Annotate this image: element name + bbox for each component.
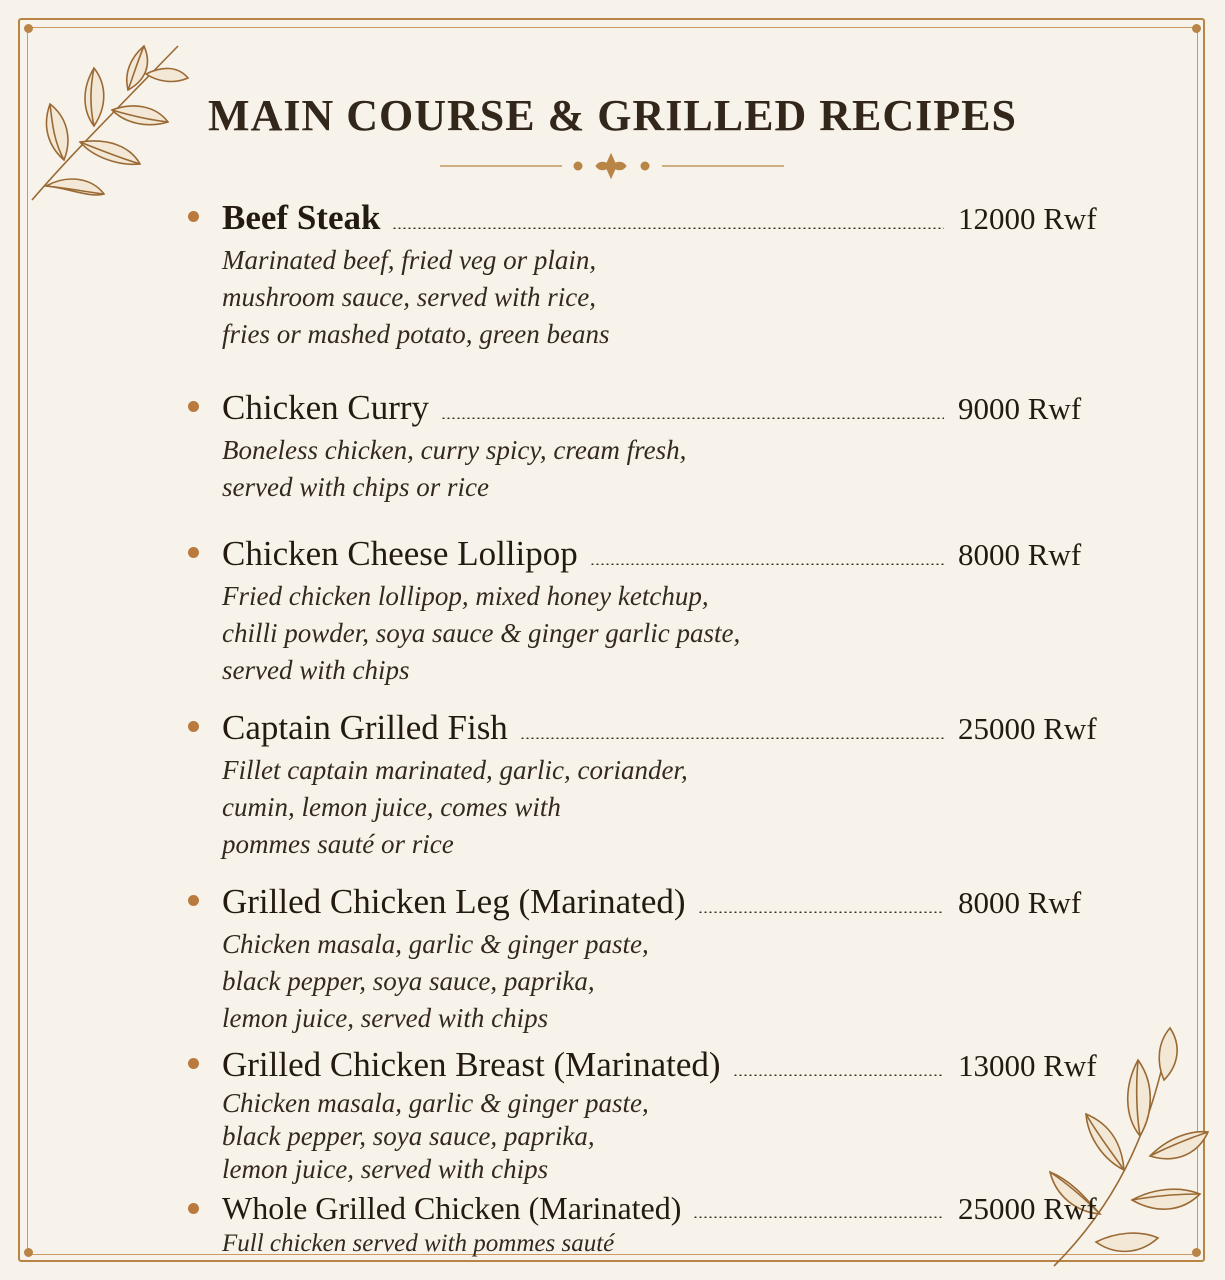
bullet-icon [188, 1203, 199, 1214]
item-name: Grilled Chicken Breast (Marinated) [222, 1045, 721, 1084]
item-name: Grilled Chicken Leg (Marinated) [222, 882, 686, 921]
description-line: Boneless chicken, curry spicy, cream fresh, [222, 435, 687, 465]
dot-leader [693, 1216, 944, 1218]
flourish-divider-icon [440, 150, 784, 182]
description-line: chilli powder, soya sauce & ginger garlic paste, [222, 618, 741, 648]
dot-leader [392, 227, 944, 229]
description-line: Marinated beef, fried veg or plain, [222, 245, 597, 275]
description-line: lemon juice, served with chips [222, 1003, 549, 1033]
item-description [222, 432, 686, 506]
item-price: 8000 Rwf [958, 885, 1082, 920]
description-line: black pepper, soya sauce, paprika, [222, 1121, 595, 1151]
item-price: 8000 Rwf [958, 537, 1082, 572]
corner-dot-bottom-left [24, 1248, 33, 1257]
item-description [222, 1087, 649, 1186]
item-description [222, 926, 649, 1037]
description-line: served with chips [222, 655, 410, 685]
description-line: Chicken masala, garlic & ginger paste, [222, 929, 649, 959]
bullet-icon [188, 211, 199, 222]
description-line: mushroom sauce, served with rice, [222, 282, 596, 312]
item-price: 25000 Rwf [958, 1191, 1097, 1226]
corner-dot-top-right [1192, 24, 1201, 33]
item-price: 25000 Rwf [958, 711, 1097, 746]
description-line: Chicken masala, garlic & ginger paste, [222, 1088, 649, 1118]
item-description [222, 242, 609, 353]
item-price: 12000 Rwf [958, 201, 1097, 236]
dot-leader [733, 1074, 944, 1076]
menu-title: MAIN COURSE & GRILLED RECIPES [208, 91, 1017, 140]
item-description [222, 1228, 614, 1260]
item-description [222, 752, 688, 863]
description-line: lemon juice, served with chips [222, 1154, 549, 1184]
item-description [222, 578, 740, 689]
dot-leader [590, 563, 944, 565]
description-line: pommes sauté or rice [222, 829, 454, 859]
description-line: Fillet captain marinated, garlic, coriander, [222, 755, 688, 785]
item-name: Whole Grilled Chicken (Marinated) [222, 1190, 682, 1226]
bullet-icon [188, 721, 199, 732]
description-line: Fried chicken lollipop, mixed honey ketchup, [222, 581, 709, 611]
description-line: served with chips or rice [222, 472, 489, 502]
description-line: black pepper, soya sauce, paprika, [222, 966, 595, 996]
item-name: Chicken Curry [222, 388, 430, 427]
bullet-icon [188, 547, 199, 558]
item-price: 9000 Rwf [958, 391, 1082, 426]
description-line: cumin, lemon juice, comes with [222, 792, 561, 822]
description-line: fries or mashed potato, green beans [222, 319, 610, 349]
bullet-icon [188, 895, 199, 906]
item-name: Chicken Cheese Lollipop [222, 534, 578, 573]
dot-leader [698, 911, 944, 913]
dot-leader [441, 417, 944, 419]
description-line: Full chicken served with pommes sauté [222, 1230, 615, 1257]
corner-dot-top-left [24, 24, 33, 33]
item-name: Captain Grilled Fish [222, 708, 508, 747]
bullet-icon [188, 401, 199, 412]
dot-leader [520, 737, 944, 739]
item-name: Beef Steak [222, 198, 381, 237]
bullet-icon [188, 1058, 199, 1069]
item-price: 13000 Rwf [958, 1048, 1097, 1083]
